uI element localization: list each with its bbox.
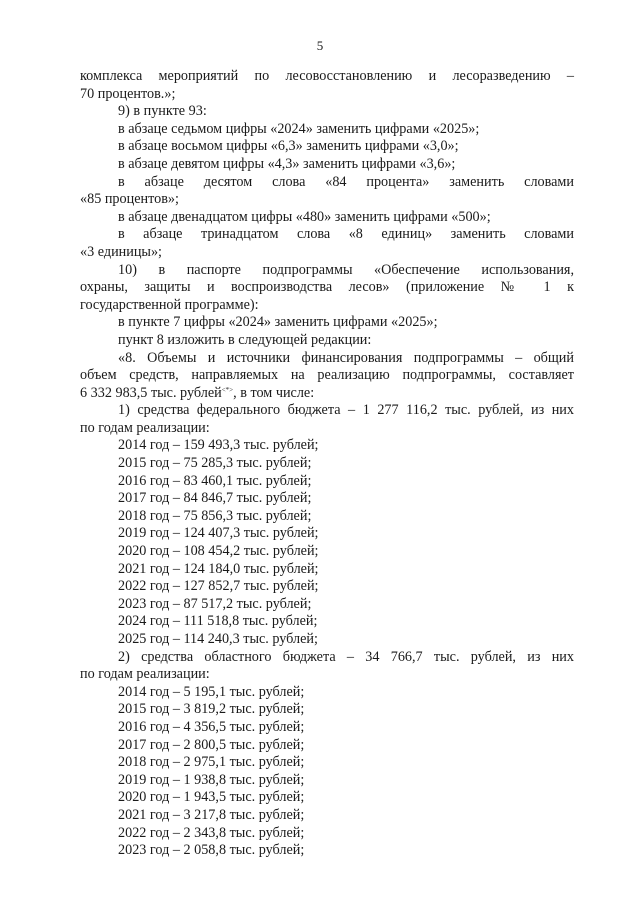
text-line — [80, 332, 574, 350]
text-line — [80, 191, 574, 209]
text-line — [80, 649, 574, 667]
text-line — [80, 772, 574, 790]
line-text: охраны, защиты и воспроизводства лесов» (приложение № 1 к — [80, 279, 574, 296]
text-line — [80, 613, 574, 631]
line-text: в абзаце седьмом цифры «2024» заменить цифрами «2025»; — [118, 120, 480, 137]
text-line — [80, 209, 574, 227]
text-line — [80, 262, 574, 280]
text-line — [80, 825, 574, 843]
line-text: 2017 год – 84 846,7 тыс. рублей; — [118, 490, 312, 507]
document-body — [80, 68, 574, 860]
line-text: 2021 год – 124 184,0 тыс. рублей; — [118, 560, 319, 577]
line-text-continuation: , в том числе: — [233, 384, 315, 401]
text-line — [80, 525, 574, 543]
line-text: 2023 год – 87 517,2 тыс. рублей; — [118, 595, 312, 612]
line-text: 10) в паспорте подпрограммы «Обеспечение использования, — [118, 261, 574, 278]
text-line — [80, 455, 574, 473]
text-line — [80, 561, 574, 579]
line-text: 2016 год – 83 460,1 тыс. рублей; — [118, 472, 312, 489]
text-line — [80, 631, 574, 649]
line-text: 2015 год – 3 819,2 тыс. рублей; — [118, 701, 305, 718]
line-text: 2022 год – 127 852,7 тыс. рублей; — [118, 578, 319, 595]
line-text: 70 процентов.»; — [80, 85, 176, 102]
text-line — [80, 367, 574, 385]
text-line — [80, 121, 574, 139]
line-text: в абзаце десятом слова «84 процента» заменить словами — [118, 173, 574, 190]
footnote-marker: <*> — [221, 385, 234, 394]
line-text: «3 единицы»; — [80, 243, 163, 260]
line-text: 9) в пункте 93: — [118, 103, 207, 120]
text-line — [80, 437, 574, 455]
line-text: в абзаце тринадцатом слова «8 единиц» заменить словами — [118, 226, 574, 243]
line-text: 2020 год – 1 943,5 тыс. рублей; — [118, 789, 305, 806]
line-text: 2025 год – 114 240,3 тыс. рублей; — [118, 631, 318, 647]
text-line — [80, 473, 574, 491]
line-text: 2016 год – 4 356,5 тыс. рублей; — [118, 718, 305, 735]
line-text: 2) средства областного бюджета – 34 766,7 тыс. рублей, из них — [118, 648, 574, 665]
line-text: по годам реализации: — [80, 419, 210, 436]
text-line — [80, 789, 574, 807]
text-line — [80, 737, 574, 755]
line-text: 2021 год – 3 217,8 тыс. рублей; — [118, 806, 305, 823]
text-line — [80, 402, 574, 420]
line-text: в абзаце восьмом цифры «6,3» заменить цифрами «3,0»; — [118, 138, 459, 155]
line-text: «85 процентов»; — [80, 191, 179, 208]
line-text: 1) средства федерального бюджета – 1 277 116,2 тыс. рублей, из них — [118, 402, 574, 419]
line-text: в абзаце двенадцатом цифры «480» заменить цифрами «500»; — [118, 208, 491, 225]
text-line — [80, 156, 574, 174]
line-text: 2023 год – 2 058,8 тыс. рублей; — [118, 842, 305, 859]
text-line — [80, 279, 574, 297]
text-line — [80, 420, 574, 438]
line-text: по годам реализации: — [80, 666, 210, 683]
line-text: 2017 год – 2 800,5 тыс. рублей; — [118, 736, 305, 753]
page-number: 5 — [316, 38, 324, 53]
line-text: объем средств, направляемых на реализацию подпрограммы, составляет — [80, 367, 574, 384]
line-text: «8. Объемы и источники финансирования подпрограммы – общий — [118, 349, 574, 366]
text-line — [80, 226, 574, 244]
line-text: 2018 год – 2 975,1 тыс. рублей; — [118, 754, 305, 771]
text-line — [80, 578, 574, 596]
text-line — [80, 350, 574, 368]
line-text: в пункте 7 цифры «2024» заменить цифрами «2025»; — [118, 314, 438, 331]
text-line — [80, 138, 574, 156]
line-text: государственной программе): — [80, 296, 259, 313]
line-text: в абзаце девятом цифры «4,3» заменить цифрами «3,6»; — [118, 155, 456, 172]
text-line — [80, 297, 574, 315]
line-text: 2014 год – 5 195,1 тыс. рублей; — [118, 683, 305, 700]
text-line — [80, 385, 574, 403]
text-line — [80, 684, 574, 702]
line-text: 2015 год – 75 285,3 тыс. рублей; — [118, 455, 312, 472]
line-text: пункт 8 изложить в следующей редакции: — [118, 331, 372, 348]
text-line — [80, 103, 574, 121]
text-line — [80, 68, 574, 86]
line-text: комплекса мероприятий по лесовосстановлению и лесоразведению – — [80, 68, 574, 84]
text-line — [80, 719, 574, 737]
line-text: 2020 год – 108 454,2 тыс. рублей; — [118, 543, 319, 560]
line-text: 2019 год – 1 938,8 тыс. рублей; — [118, 771, 305, 788]
text-line — [80, 86, 574, 104]
line-text: 2018 год – 75 856,3 тыс. рублей; — [118, 507, 312, 524]
line-text: 2014 год – 159 493,3 тыс. рублей; — [118, 437, 319, 454]
text-line — [80, 666, 574, 684]
text-line — [80, 807, 574, 825]
line-text: 6 332 983,5 тыс. рублей — [80, 384, 222, 401]
text-line — [80, 314, 574, 332]
text-line — [80, 754, 574, 772]
text-line — [80, 842, 574, 860]
text-line — [80, 596, 574, 614]
text-line — [80, 490, 574, 508]
text-line — [80, 701, 574, 719]
line-text: 2022 год – 2 343,8 тыс. рублей; — [118, 824, 305, 841]
text-line — [80, 174, 574, 192]
text-line — [80, 244, 574, 262]
text-line — [80, 543, 574, 561]
line-text: 2019 год – 124 407,3 тыс. рублей; — [118, 525, 319, 542]
text-line — [80, 508, 574, 526]
line-text: 2024 год – 111 518,8 тыс. рублей; — [118, 613, 318, 630]
